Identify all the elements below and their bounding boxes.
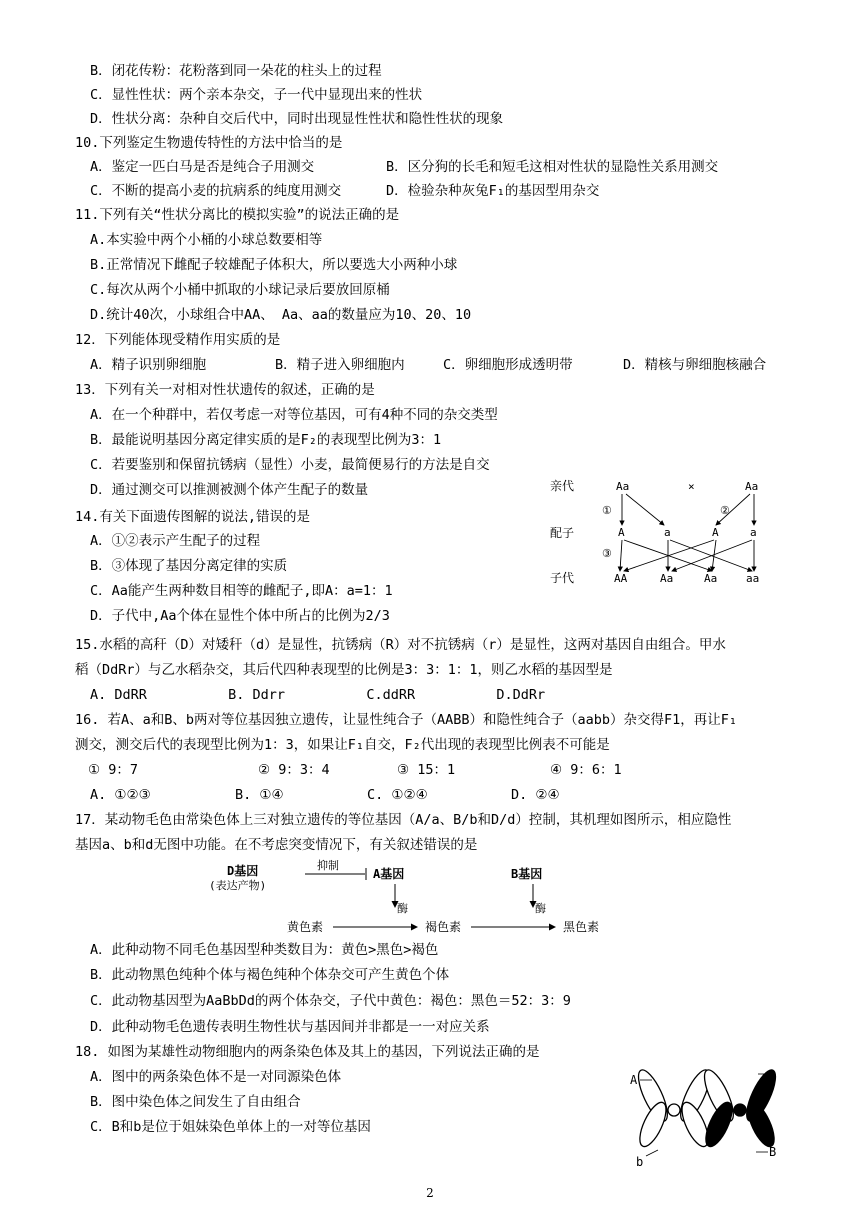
q9-option-d: D．性状分离：杂种自交后代中，同时出现显性性状和隐性性状的现象 <box>90 111 504 127</box>
gamete-1: A <box>618 526 625 539</box>
gamete-3: A <box>712 526 719 539</box>
q14-option-d: D．子代中,Aa个体在显性个体中所占的比例为2/3 <box>90 608 390 624</box>
gene-label-a: a <box>769 1067 777 1081</box>
q10-option-b: B．区分狗的长毛和短毛这相对性状的显隐性关系用测交 <box>386 159 719 175</box>
q18-option-c: C．B和b是位于姐妹染色单体上的一对等位基因 <box>90 1119 371 1135</box>
q17-option-b: B．此动物黑色纯种个体与褐色纯种个体杂交可产生黄色个体 <box>90 967 450 983</box>
step-3: ③ <box>602 547 612 560</box>
black-pigment-label: 黑色素 <box>563 920 600 934</box>
q10-stem: 10.下列鉴定生物遗传特性的方法中恰当的是 <box>75 135 343 151</box>
q12-option-a: A．精子识别卵细胞 <box>90 357 207 373</box>
gene-label-B: B <box>769 1145 777 1159</box>
enzyme-1-label: 酶 <box>397 902 408 915</box>
q11-stem: 11.下列有关“性状分离比的模拟实验”的说法正确的是 <box>75 207 400 223</box>
q13-option-c: C．若要鉴别和保留抗锈病（显性）小麦，最简便易行的方法是自交 <box>90 457 490 473</box>
genetic-cross-diagram <box>540 476 780 591</box>
inhibit-label: 抑制 <box>317 859 339 872</box>
q16-option-b: B. ①④ <box>235 787 284 803</box>
q16-option-a: A. ①②③ <box>90 787 151 803</box>
q11-option-a: A.本实验中两个小桶的小球总数要相等 <box>90 232 323 248</box>
q17-option-a: A．此种动物不同毛色基因型种类数目为：黄色>黑色>褐色 <box>90 942 439 958</box>
q16-option-d: D. ②④ <box>511 787 560 803</box>
q14-option-a: A．①②表示产生配子的过程 <box>90 533 261 549</box>
offspring-1: AA <box>614 572 628 585</box>
q9-option-c: C．显性性状：两个亲本杂交，子一代中显现出来的性状 <box>90 87 423 103</box>
q16-item-3: ③ 15：1 <box>397 762 456 778</box>
q15-stem-line2: 稻（DdRr）与乙水稻杂交，其后代四种表现型的比例是3：3：1：1，则乙水稻的基因型是 <box>75 662 613 678</box>
q17-option-d: D．此种动物毛色遗传表明生物性状与基因间并非都是一一对应关系 <box>90 1019 490 1035</box>
yellow-pigment-label: 黄色素 <box>287 920 324 934</box>
q16-option-c: C. ①②④ <box>367 787 428 803</box>
q10-option-a: A．鉴定一匹白马是否是纯合子用测交 <box>90 159 315 175</box>
q12-option-c: C．卵细胞形成透明带 <box>443 357 573 373</box>
row-label-offspring: 子代 <box>550 571 575 585</box>
q16-stem-line2: 测交，测交后代的表现型比例为1：3，如果让F₁自交，F₂代出现的表现型比例表不可能是 <box>75 737 610 753</box>
d-gene-product-label: (表达产物) <box>209 879 267 892</box>
q16-item-4: ④ 9：6：1 <box>550 762 622 778</box>
chromosome-light <box>633 1066 715 1150</box>
q17-stem-line1: 17．某动物毛色由常染色体上三对独立遗传的等位基因（A/a、B/b和D/d）控制，其机理如图所示，相应隐性 <box>75 812 732 828</box>
q13-option-b: B．最能说明基因分离定律实质的是F₂的表现型比例为3：1 <box>90 432 442 448</box>
step-1: ① <box>602 504 612 517</box>
q14-option-c: C．Aa能产生两种数目相等的雌配子,即A：a=1：1 <box>90 583 393 599</box>
page-number: 2 <box>426 1186 434 1200</box>
q10-option-c: C．不断的提高小麦的抗病系的纯度用测交 <box>90 183 342 199</box>
gene-label-A: A <box>630 1073 638 1087</box>
q13-option-d: D．通过测交可以推测被测个体产生配子的数量 <box>90 482 369 498</box>
brown-pigment-label: 褐色素 <box>425 920 462 934</box>
q12-option-b: B．精子进入卵细胞内 <box>275 357 405 373</box>
q14-option-b: B．③体现了基因分离定律的实质 <box>90 558 288 574</box>
q11-option-d: D.统计40次，小球组合中AA、 Aa、aa的数量应为10、20、10 <box>90 307 472 323</box>
q12-stem: 12．下列能体现受精作用实质的是 <box>75 332 281 348</box>
q12-option-d: D．精核与卵细胞核融合 <box>623 357 767 373</box>
chromosome-diagram <box>628 1058 788 1170</box>
enzyme-2-label: 酶 <box>535 902 546 915</box>
offspring-3: Aa <box>704 572 718 585</box>
q17-stem-line2: 基因a、b和d无图中功能。在不考虑突变情况下，有关叙述错误的是 <box>75 837 478 853</box>
q16-item-1: ① 9：7 <box>88 762 138 778</box>
q11-option-b: B.正常情况下雌配子较雄配子体积大，所以要选大小两种小球 <box>90 257 458 273</box>
q10-option-d: D．检验杂种灰兔F₁的基因型用杂交 <box>386 183 600 199</box>
q18-stem: 18. 如图为某雄性动物细胞内的两条染色体及其上的基因，下列说法正确的是 <box>75 1044 540 1060</box>
q18-option-a: A．图中的两条染色体不是一对同源染色体 <box>90 1069 342 1085</box>
q11-option-c: C.每次从两个小桶中抓取的小球记录后要放回原桶 <box>90 282 390 298</box>
q13-stem: 13．下列有关一对相对性状遗传的叙述，正确的是 <box>75 382 375 398</box>
q14-stem: 14.有关下面遗传图解的说法,错误的是 <box>75 509 311 525</box>
cross-symbol: × <box>688 480 695 493</box>
a-gene-label: A基因 <box>373 867 405 881</box>
q17-option-c: C．此动物基因型为AaBbDd的两个体杂交，子代中黄色：褐色：黑色＝52：3：9 <box>90 993 571 1009</box>
offspring-2: Aa <box>660 572 674 585</box>
parent-right: Aa <box>745 480 759 493</box>
parent-left: Aa <box>616 480 630 493</box>
gene-label-b: b <box>636 1155 644 1169</box>
pigment-pathway-diagram <box>205 857 645 937</box>
q15-options: A. DdRR B. Ddrr C.ddRR D.DdRr <box>90 687 546 703</box>
b-gene-label: B基因 <box>511 867 543 881</box>
q15-stem-line1: 15.水稻的高秆（D）对矮秆（d）是显性，抗锈病（R）对不抗锈病（r）是显性，这两对基因自由组合。甲水 <box>75 637 726 653</box>
offspring-4: aa <box>746 572 760 585</box>
d-gene-label: D基因 <box>227 864 259 878</box>
q16-item-2: ② 9：3：4 <box>258 762 330 778</box>
row-label-parent: 亲代 <box>550 479 575 493</box>
q18-option-b: B．图中染色体之间发生了自由组合 <box>90 1094 301 1110</box>
q16-stem-line1: 16. 若A、a和B、b两对等位基因独立遗传，让显性纯合子（AABB）和隐性纯合子（aabb）杂交得F1，再让F₁ <box>75 712 738 728</box>
gamete-4: a <box>750 526 757 539</box>
row-label-gamete: 配子 <box>550 526 575 540</box>
gamete-2: a <box>664 526 671 539</box>
q9-option-b: B．闭花传粉：花粉落到同一朵花的柱头上的过程 <box>90 63 382 79</box>
q13-option-a: A．在一个种群中，若仅考虑一对等位基因，可有4种不同的杂交类型 <box>90 407 498 423</box>
step-2: ② <box>720 504 730 517</box>
